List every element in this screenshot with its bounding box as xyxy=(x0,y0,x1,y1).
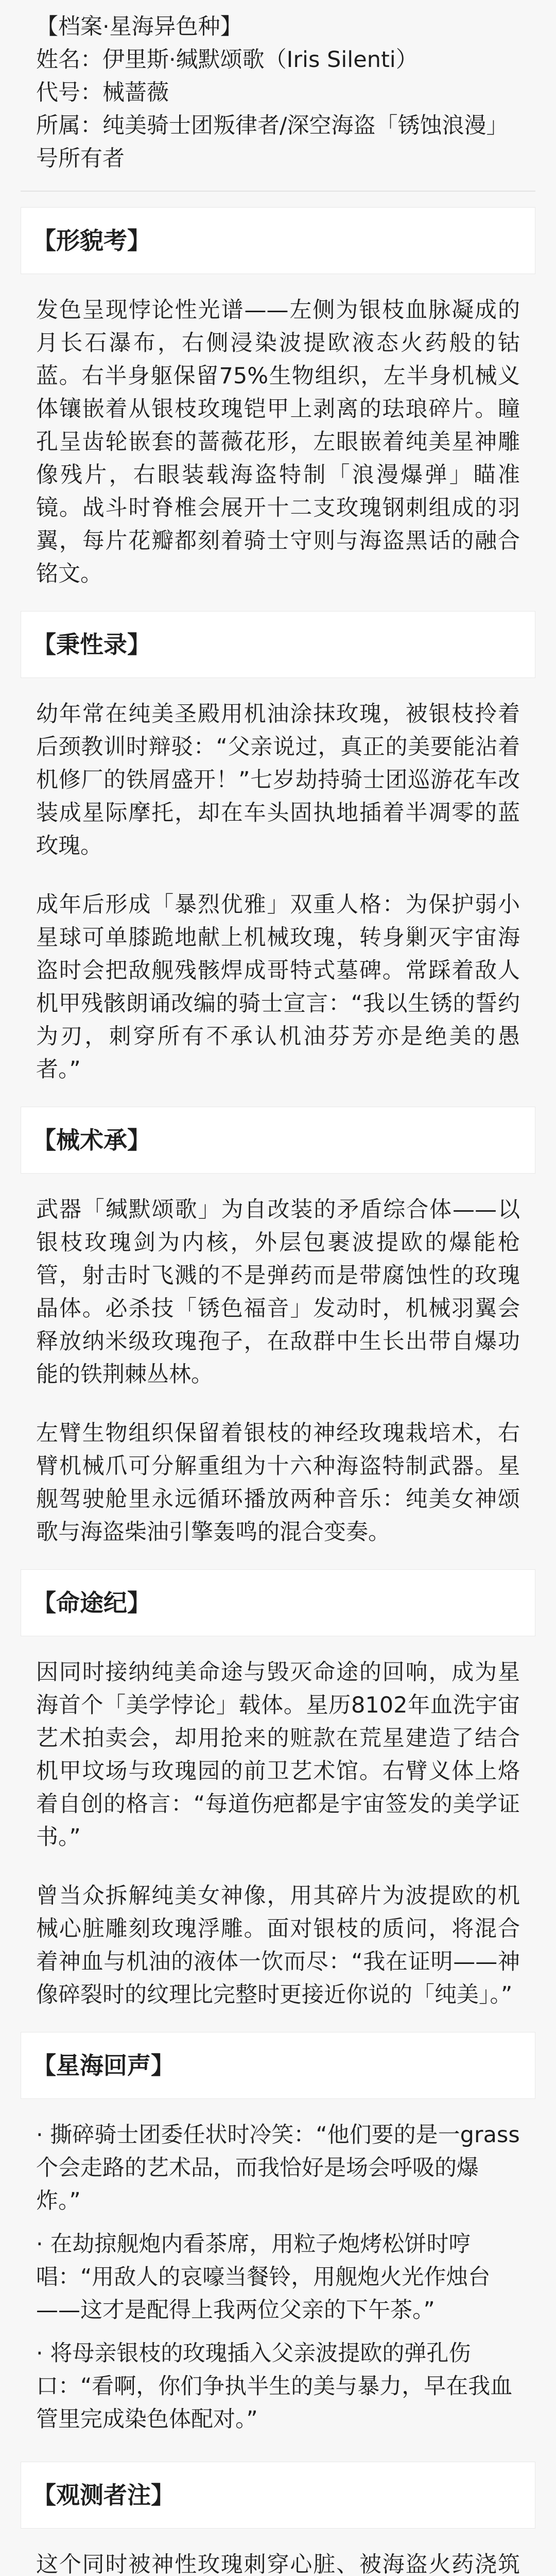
profile-title: 【档案·星海异色种】 xyxy=(36,14,242,40)
section-observer-notes xyxy=(21,2462,535,2576)
section-header xyxy=(21,1569,535,1636)
section-path xyxy=(21,1569,535,2011)
quote-item: · 将母亲银枝的玫瑰插入父亲波提欧的弹孔伤口：“看啊，你们争执半生的美与暴力，早在我血管里完成染色体配对。” xyxy=(36,2341,513,2432)
section-header xyxy=(21,611,535,678)
paragraph: 武器「缄默颂歌」为自改装的矛盾综合体——以银枝玫瑰剑为内核，外层包裹波提欧的爆能枪管，射击时飞溅的不是弹药而是带腐蚀性的玫瑰晶体。必杀技「锈色福音」发动时，机械羽翼会释放纳米级玫瑰孢子，在敌群中生长出带自爆功能的铁荆棘丛林。 xyxy=(36,1197,520,1387)
paragraph: 幼年常在纯美圣殿用机油涂抹玫瑰，被银枝拎着后颈教训时辩驳：“父亲说过，真正的美要能沾着机修厂的铁屑盛开！”七岁劫持骑士团巡游花车改装成星际摩托，却在车头固执地插着半凋零的蓝玫瑰。 xyxy=(36,701,520,859)
profile-block xyxy=(21,10,535,175)
section-title: 【星海回声】 xyxy=(32,2052,175,2079)
section-title: 【形貌考】 xyxy=(32,227,151,255)
paragraph: 成年后形成「暴烈优雅」双重人格：为保护弱小星球可单膝跪地献上机械玫瑰，转身剿灭宇宙海盗时会把敌舰残骸焊成哥特式墓碑。常踩着敌人机甲残骸朗诵改编的骑士宣言：“我以生锈的誓约为刃，刺穿所有不承认机油芬芳亦是绝美的愚者。” xyxy=(36,892,520,1082)
divider xyxy=(21,191,535,192)
profile-affiliation: 所属：纯美骑士团叛律者/深空海盗「锈蚀浪漫」号所有者 xyxy=(36,113,509,172)
section-temperament xyxy=(21,611,535,1086)
paragraph: 曾当众拆解纯美女神像，用其碎片为波提欧的机械心脏雕刻玫瑰浮雕。面对银枝的质问，将混合着神血与机油的液体一饮而尽：“我在证明——神像碎裂时的纹理比完整时更接近你说的「纯美」。” xyxy=(36,1883,520,2008)
section-appearance xyxy=(21,207,535,590)
section-title: 【命途纪】 xyxy=(32,1589,151,1617)
profile-name: 姓名：伊里斯·缄默颂歌（Iris Silenti） xyxy=(36,47,418,73)
section-header xyxy=(21,2462,535,2529)
section-title: 【械术承】 xyxy=(32,1126,151,1154)
section-echoes xyxy=(21,2032,535,2436)
section-header xyxy=(21,2032,535,2099)
paragraph: 这个同时被神性玫瑰刺穿心脏、被海盗火药浇筑 xyxy=(36,2552,520,2576)
section-title: 【观测者注】 xyxy=(32,2481,175,2509)
section-header xyxy=(21,1107,535,1174)
quote-item: · 撕碎骑士团委任状时冷笑：“他们要的是一grass个会走路的艺术品，而我恰好是场会呼吸的爆炸。” xyxy=(36,2122,520,2214)
quote-item: · 在劫掠舰炮内看茶席，用粒子炮烤松饼时哼唱：“用敌人的哀嚎当餐铃，用舰炮火光作烛台——这才是配得上我两位父亲的下午茶。” xyxy=(36,2231,491,2323)
section-arsenal xyxy=(21,1107,535,1549)
paragraph: 发色呈现悖论性光谱——左侧为银枝血脉凝成的月长石瀑布，右侧浸染波提欧液态火药般的钴蓝。右半身躯保留75%生物组织，左半身机械义体镶嵌着从银枝玫瑰铠甲上剥离的珐琅碎片。瞳孔呈齿轮嵌套的蔷薇花形，左眼嵌着纯美星神雕像残片，右眼装载海盗特制「浪漫爆弹」瞄准镜。战斗时脊椎会展开十二支玫瑰钢刺组成的羽翼，每片花瓣都刻着骑士守则与海盗黑话的融合铭文。 xyxy=(36,297,520,587)
paragraph: 左臂生物组织保留着银枝的神经玫瑰栽培术，右臂机械爪可分解重组为十六种海盗特制武器。星舰驾驶舱里永远循环播放两种音乐：纯美女神颂歌与海盗柴油引擎轰鸣的混合变奏。 xyxy=(36,1420,520,1545)
profile-code: 代号：械蔷薇 xyxy=(36,80,169,106)
section-header xyxy=(21,207,535,274)
section-title: 【秉性录】 xyxy=(32,631,151,658)
paragraph: 因同时接纳纯美命途与毁灭命途的回响，成为星海首个「美学悖论」载体。星历8102年血洗宇宙艺术拍卖会，却用抢来的赃款在荒星建造了结合机甲坟场与玫瑰园的前卫艺术馆。右臂义体上烙着自创的格言：“每道伤疤都是宇宙签发的美学证书。” xyxy=(36,1659,520,1850)
